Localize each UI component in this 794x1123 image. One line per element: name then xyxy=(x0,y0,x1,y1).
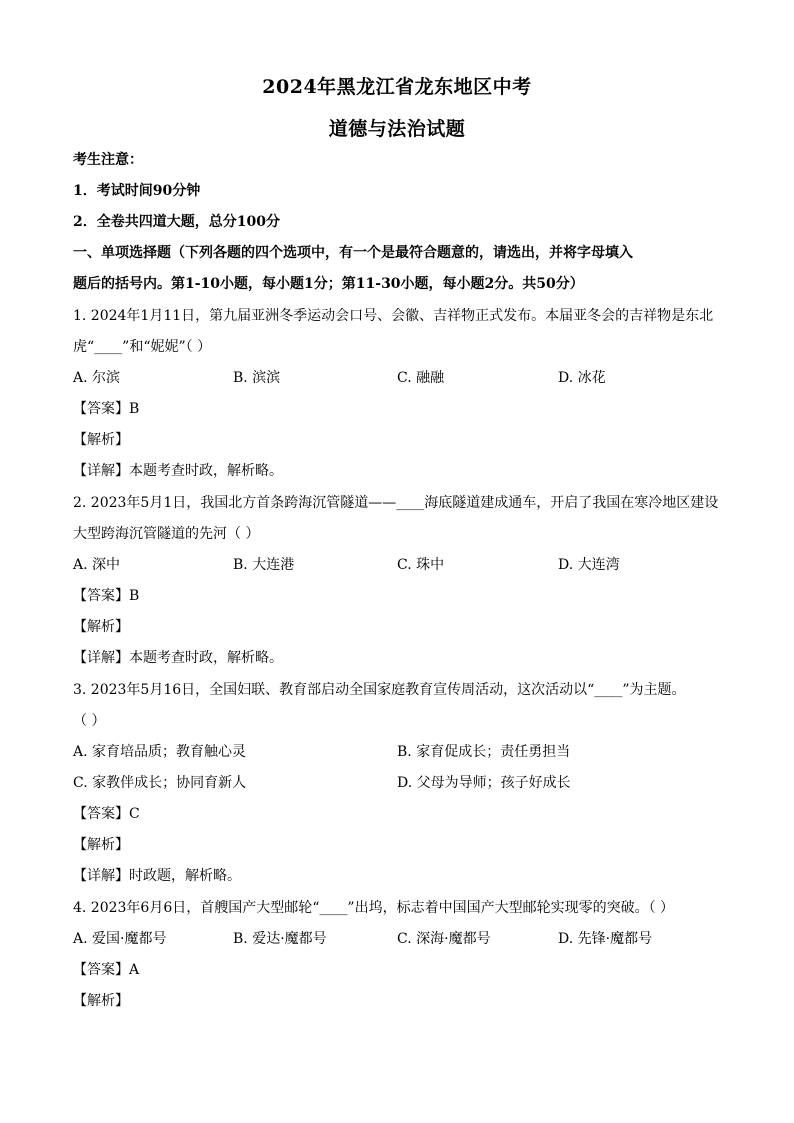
notice-item: 2．全卷共四道大题，总分100分 xyxy=(73,214,280,230)
option-d: D. 先锋·魔都号 xyxy=(558,931,653,947)
section-instructions: 一、单项选择题（下列各题的四个选项中，有一个是最符合题意的，请选出，并将字母填入 xyxy=(73,245,633,261)
question-stem: 虎“____”和“妮妮”（ ） xyxy=(73,339,212,355)
question-stem: 4. 2023年6月6日，首艘国产大型邮轮“____”出坞，标志着中国国产大型邮轮实现零的突破。（ ） xyxy=(73,900,675,916)
detail-label: 【详解】时政题，解析略。 xyxy=(73,868,241,884)
option-c: C. 家教伴成长；协同育新人 xyxy=(73,775,247,791)
option-b: B. 爱达·魔都号 xyxy=(233,931,327,947)
question-stem: （ ） xyxy=(73,713,106,729)
answer-label: 【答案】B xyxy=(73,588,140,604)
notice-item: 1．考试时间90分钟 xyxy=(73,183,201,199)
option-b: B. 大连港 xyxy=(233,557,295,573)
answer-label: 【答案】B xyxy=(73,401,140,417)
notice-heading: 考生注意： xyxy=(73,152,143,168)
option-c: C. 珠中 xyxy=(397,557,445,573)
question-stem: 大型跨海沉管隧道的先河（ ） xyxy=(73,526,260,542)
exam-subtitle: 道德与法治试题 xyxy=(328,118,466,140)
option-c: C. 融融 xyxy=(397,370,445,386)
section-instructions: 题后的括号内。第1-10小题，每小题1分；第11-30小题，每小题2分。共50分） xyxy=(73,276,584,292)
option-d: D. 父母为导师；孩子好成长 xyxy=(397,775,571,791)
analysis-label: 【解析】 xyxy=(73,619,129,635)
option-a: A. 家育培品质；教育触心灵 xyxy=(73,744,247,760)
analysis-label: 【解析】 xyxy=(73,993,129,1009)
analysis-label: 【解析】 xyxy=(73,837,129,853)
answer-label: 【答案】A xyxy=(73,962,140,978)
detail-label: 【详解】本题考查时政，解析略。 xyxy=(73,650,283,666)
option-d: D. 冰花 xyxy=(558,370,606,386)
answer-label: 【答案】C xyxy=(73,806,140,822)
option-c: C. 深海·魔都号 xyxy=(397,931,491,947)
option-a: A. 爱国·魔都号 xyxy=(73,931,167,947)
question-stem: 2. 2023年5月1日，我国北方首条跨海沉管隧道——____海底隧道建成通车，开启了我国在寒冷地区建设 xyxy=(73,495,719,511)
option-b: B. 滨滨 xyxy=(233,370,281,386)
exam-title: 2024年黑龙江省龙东地区中考 xyxy=(262,76,532,98)
analysis-label: 【解析】 xyxy=(73,432,129,448)
option-a: A. 尔滨 xyxy=(73,370,121,386)
option-d: D. 大连湾 xyxy=(558,557,620,573)
question-stem: 3. 2023年5月16日，全国妇联、教育部启动全国家庭教育宣传周活动，这次活动以“____”为主题。 xyxy=(73,682,686,698)
option-b: B. 家育促成长；责任勇担当 xyxy=(397,744,571,760)
question-stem: 1. 2024年1月11日，第九届亚洲冬季运动会口号、会徽、吉祥物正式发布。本届亚冬会的吉祥物是东北 xyxy=(73,308,714,324)
option-a: A. 深中 xyxy=(73,557,121,573)
detail-label: 【详解】本题考查时政，解析略。 xyxy=(73,463,283,479)
